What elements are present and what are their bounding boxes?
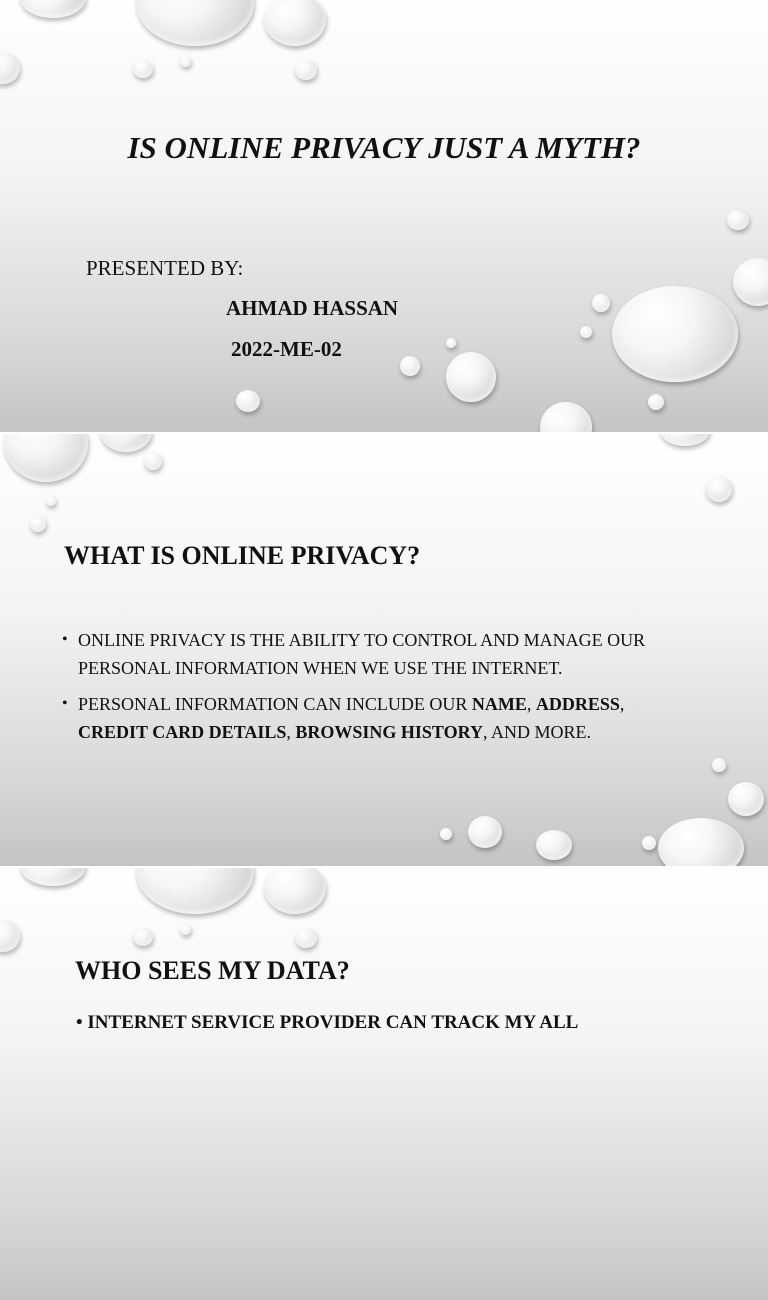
bullet-text: ,	[286, 722, 296, 742]
water-drop-decoration	[30, 516, 46, 532]
roll-number: 2022-ME-02	[231, 337, 342, 361]
bullet-text: , AND MORE.	[482, 722, 591, 742]
slide-heading: WHO SEES MY DATA?	[75, 956, 350, 985]
bold-term-browsing-history: BROWSING HISTORY	[295, 722, 483, 742]
water-drop-decoration	[0, 920, 20, 952]
presented-by-label: PRESENTED BY:	[86, 256, 244, 280]
water-drop-decoration	[446, 352, 496, 402]
water-drop-decoration	[712, 758, 726, 772]
water-drop-decoration	[440, 828, 452, 840]
bullet-text: INTERNET SERVICE PROVIDER CAN TRACK MY ALL	[87, 1012, 579, 1033]
water-drop-decoration	[295, 928, 317, 948]
water-drop-decoration	[264, 868, 326, 914]
bullet-marker: •	[62, 631, 68, 648]
bold-term-name: NAME	[471, 694, 527, 714]
water-drop-decoration	[180, 924, 191, 935]
water-drop-decoration	[133, 60, 153, 78]
author-name: AHMAD HASSAN	[226, 296, 399, 320]
water-drop-decoration	[728, 782, 764, 816]
water-drop-decoration	[4, 434, 88, 482]
water-drop-decoration	[648, 394, 664, 410]
water-drop-decoration	[20, 868, 86, 886]
water-drop-decoration	[295, 60, 317, 80]
bold-term-address: ADDRESS	[535, 694, 620, 714]
water-drop-decoration	[446, 338, 456, 348]
bullet-list	[62, 626, 702, 754]
bullet-text: ,	[526, 694, 536, 714]
water-drop-decoration	[400, 356, 420, 376]
bullet-text: ONLINE PRIVACY IS THE ABILITY TO CONTROL AND MANAGE OUR PERSONAL INFORMATION WHEN WE USE THE INTERNET.	[78, 630, 646, 678]
slide-who-sees-my-data	[0, 868, 768, 1300]
water-drop-decoration	[144, 452, 162, 470]
water-drop-decoration	[468, 816, 502, 848]
bullet-text: ,	[619, 694, 625, 714]
water-drop-decoration	[727, 210, 749, 230]
water-drop-decoration	[733, 258, 768, 306]
slide-heading: WHAT IS ONLINE PRIVACY?	[64, 541, 421, 570]
water-drop-decoration	[20, 0, 86, 18]
water-drop-decoration	[536, 830, 572, 860]
water-drop-decoration	[706, 476, 732, 502]
bullet-text: PERSONAL INFORMATION CAN INCLUDE OUR	[78, 694, 472, 714]
water-drop-decoration	[136, 868, 254, 914]
water-drop-decoration	[0, 52, 20, 84]
water-drop-decoration	[592, 294, 610, 312]
slide-what-is-online-privacy	[0, 434, 768, 866]
bullet-item	[62, 690, 702, 746]
water-drop-decoration	[136, 0, 254, 46]
water-drop-decoration	[658, 818, 744, 866]
slide-title	[0, 0, 768, 432]
water-drop-decoration	[580, 326, 592, 338]
water-drop-decoration	[642, 836, 656, 850]
bullet-item-partial	[76, 1012, 578, 1034]
bullet-marker: •	[76, 1012, 83, 1033]
water-drop-decoration	[236, 390, 260, 412]
bullet-marker: •	[62, 695, 68, 712]
water-drop-decoration	[133, 928, 153, 946]
water-drop-decoration	[612, 286, 738, 382]
water-drop-decoration	[540, 402, 592, 432]
presentation-title: IS ONLINE PRIVACY JUST A MYTH?	[127, 130, 641, 165]
water-drop-decoration	[100, 434, 152, 452]
water-drop-decoration	[180, 56, 191, 67]
water-drop-decoration	[264, 0, 326, 46]
bullet-item	[62, 626, 702, 682]
water-drop-decoration	[46, 496, 56, 506]
water-drop-decoration	[660, 434, 710, 446]
bold-term-credit-card: CREDIT CARD DETAILS	[78, 722, 287, 742]
